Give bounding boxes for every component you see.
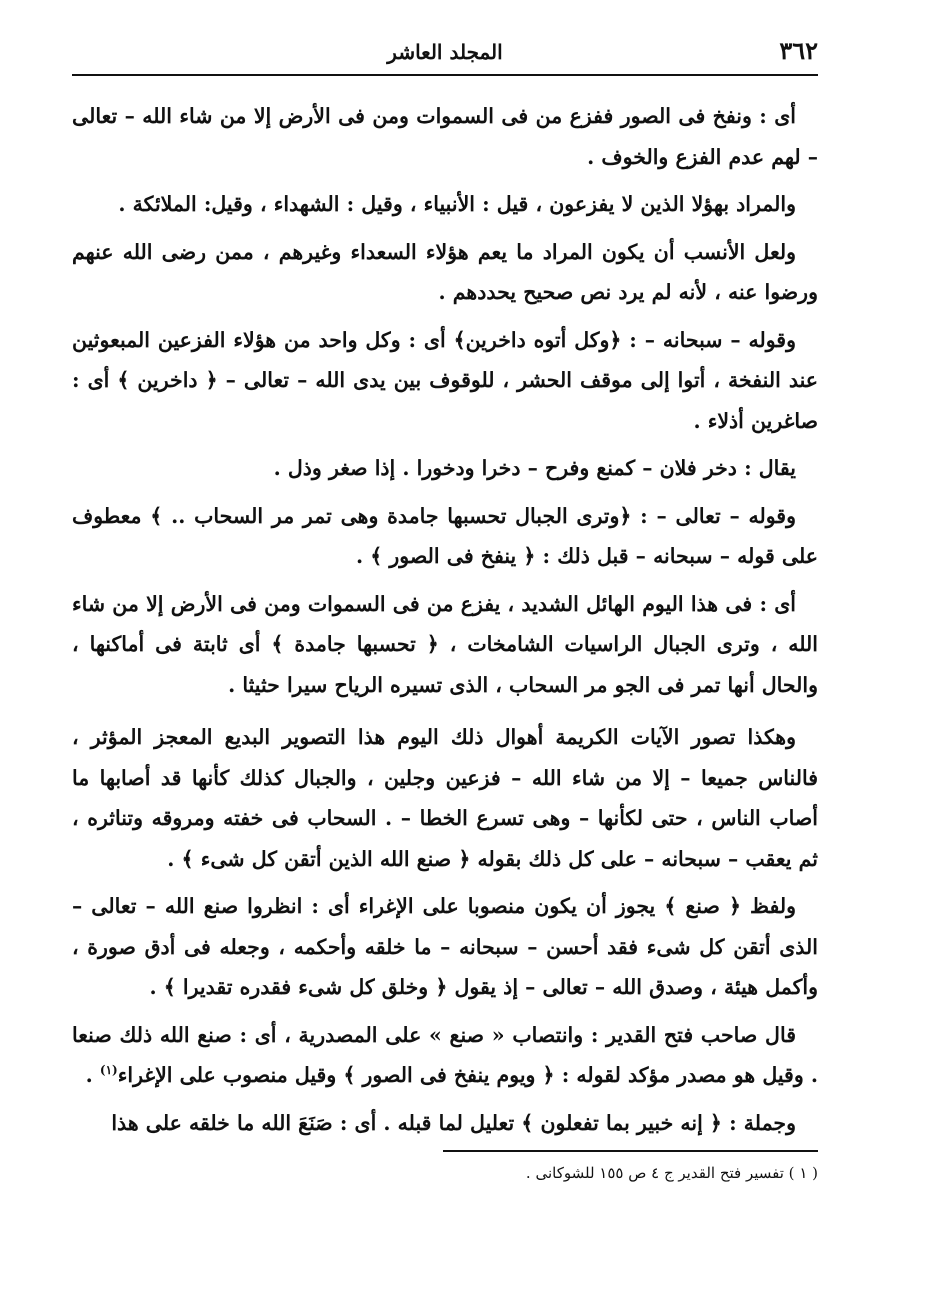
paragraph: والمراد بهؤلا الذين لا يفزعون ، قيل : الأنبياء ، وقيل : الشهداء ، وقيل: الملائكة . [118, 192, 796, 216]
page-number: ٣٦٢ [779, 36, 818, 65]
running-title: المجلد العاشر [387, 40, 503, 64]
paragraph: ولعل الأنسب أن يكون المراد ما يعم هؤلاء السعداء وغيرهم ، ممن رضى الله عنهم ورضوا عنه ، لأنه لم يرد نص صحيح يحددهم . [72, 239, 818, 304]
paragraph: وجملة : ﴿ إنه خبير بما تفعلون ﴾ تعليل لما قبله . أى : صَنَعَ الله ما خلقه على هذا [111, 1110, 796, 1135]
footnote: ( ١ ) تفسير فتح القدير ج ٤ ص ١٥٥ للشوكانى . [525, 1164, 818, 1182]
paragraph-with-footnote [72, 1015, 818, 1096]
paragraph: ولفظ ﴿ صنع ﴾ يجوز أن يكون منصوبا على الإغراء أى : انظروا صنع الله – تعالى – الذى أتقن كل شىء فقد أحسن – سبحانه – ما خلقه وأحكمه ، وجعله فى أدق صورة ، وأكمل هيئة ، وصدق الله – تعالى – إذ يقول ﴿ وخلق كل شىء فقدره تقديرا ﴾ . [72, 894, 818, 999]
page-header [72, 34, 818, 76]
paragraph: أى : ونفخ فى الصور ففزع من فى السموات ومن فى الأرض إلا من شاء الله – تعالى – لهم عدم الفزع والخوف . [72, 104, 818, 169]
paragraph: يقال : دخر فلان – كمنع وفرح – دخرا ودخورا . إذا صغر وذل . [273, 456, 796, 480]
paragraph-text: قال صاحب فتح القدير : وانتصاب « صنع » على المصدرية ، أى : صنع الله ذلك صنعا . وقيل هو مصدر مؤكد لقوله : ﴿ ويوم ينفخ فى الصور ﴾ وقيل منصوب على الإغراء [72, 1022, 818, 1087]
paragraph: وهكذا تصور الآيات الكريمة أهوال ذلك اليوم هذا التصوير البديع المعجز المؤثر ، فالناس جميعا – إلا من شاء الله – فزعين وجلين ، والجبال كذلك كأنها قد أصابها ما أصاب الناس ، حتى لكأنها – وهى تسرع الخطا – . السحاب فى خفته ومروقه وتناثره ، ثم يعقب – سبحانه – على كل ذلك بقوله ﴿ صنع الله الذين أتقن كل شىء ﴾ . [72, 725, 818, 871]
page-body [72, 96, 818, 1147]
footnote-divider [443, 1150, 818, 1152]
paragraph: وقوله – سبحانه – : ﴿وكل أتوه داخرين﴾ أى : وكل واحد من هؤلاء الفزعين المبعوثين عند النفخة ، أتوا إلى موقف الحشر ، للوقوف بين يدى الله – تعالى – ﴿ داخرين ﴾ أى : صاغرين أذلاء . [72, 327, 818, 433]
paragraph: وقوله – تعالى – : ﴿وترى الجبال تحسبها جامدة وهى تمر مر السحاب .. ﴾ معطوف على قوله – سبحانه – قبل ذلك : ﴿ ينفخ فى الصور ﴾ . [72, 503, 818, 568]
footnote-marker: (١) [99, 1063, 118, 1078]
paragraph: أى : فى هذا اليوم الهائل الشديد ، يفزع من فى السموات ومن فى الأرض إلا من شاء الله ، وترى الجبال الراسيات الشامخات ، ﴿ تحسبها جامدة ﴾ أى ثابتة فى أماكنها ، والحال أنها تمر فى الجو مر السحاب ، الذى تسيره الرياح سيرا حثيثا . [72, 591, 818, 697]
paragraph-end: . [85, 1063, 100, 1087]
